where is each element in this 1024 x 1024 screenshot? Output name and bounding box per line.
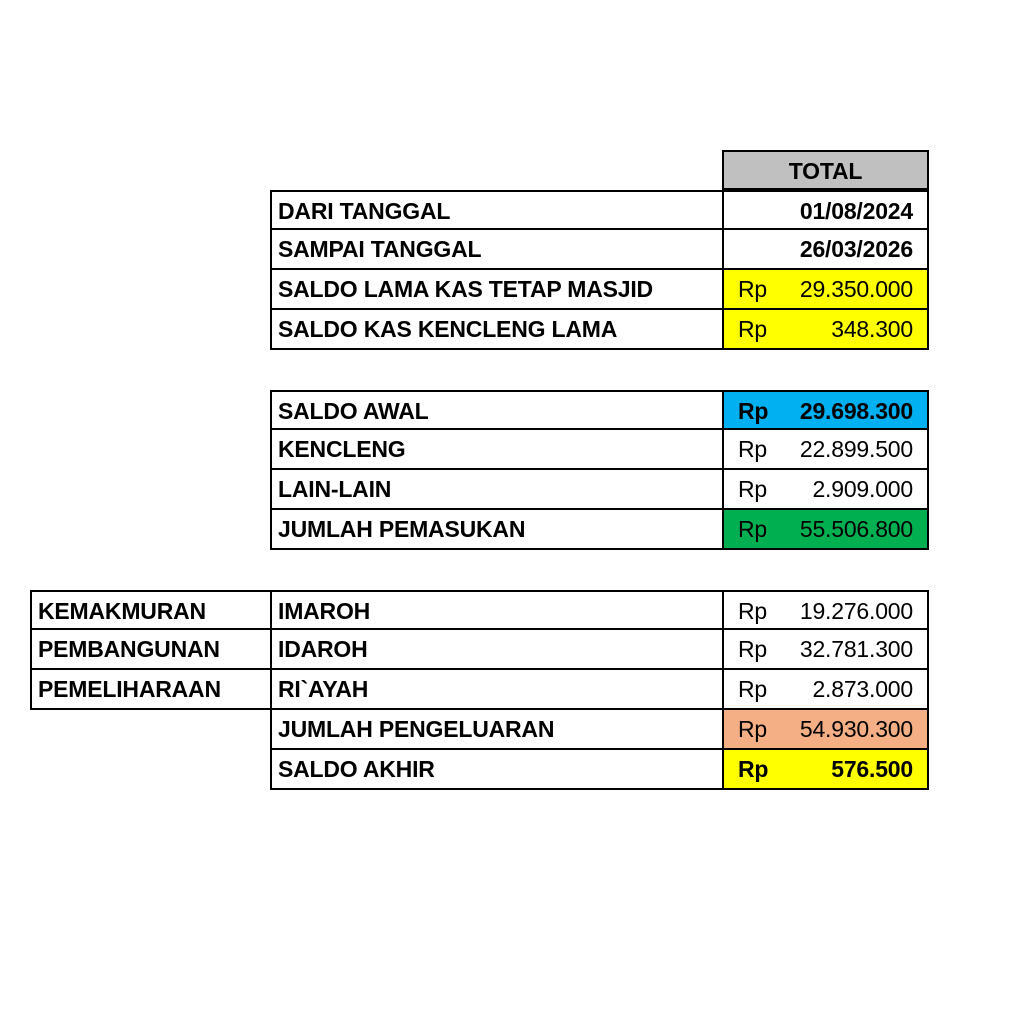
pemeliharaan-label: PEMELIHARAAN bbox=[30, 670, 272, 710]
saldo-kencleng-lama-value: 348.300 bbox=[831, 316, 913, 342]
jumlah-pengeluaran-cell bbox=[722, 710, 929, 750]
from-date-label: DARI TANGGAL bbox=[270, 190, 724, 230]
lain-lain-cell bbox=[722, 470, 929, 510]
saldo-akhir-value: 576.500 bbox=[831, 756, 913, 782]
jumlah-pemasukan-cell bbox=[722, 510, 929, 550]
kencleng-value: 22.899.500 bbox=[799, 436, 913, 462]
jumlah-pemasukan-value: 55.506.800 bbox=[799, 516, 913, 542]
saldo-akhir-cell bbox=[722, 750, 929, 790]
riayah-value: 2.873.000 bbox=[812, 676, 913, 702]
lain-lain-label: LAIN-LAIN bbox=[270, 470, 724, 510]
kencleng-label: KENCLENG bbox=[270, 430, 724, 470]
currency-label: Rp bbox=[738, 598, 768, 624]
currency-label: Rp bbox=[738, 716, 768, 742]
currency-label: Rp bbox=[738, 398, 769, 424]
saldo-awal-value: 29.698.300 bbox=[799, 398, 913, 424]
idaroh-value: 32.781.300 bbox=[799, 636, 913, 662]
saldo-kencleng-lama-cell bbox=[722, 310, 929, 350]
kencleng-cell bbox=[722, 430, 929, 470]
kemakmuran-label: KEMAKMURAN bbox=[30, 590, 272, 630]
imaroh-cell bbox=[722, 590, 929, 630]
jumlah-pemasukan-label: JUMLAH PEMASUKAN bbox=[270, 510, 724, 550]
currency-label: Rp bbox=[738, 316, 768, 342]
pembangunan-label: PEMBANGUNAN bbox=[30, 630, 272, 670]
riayah-cell bbox=[722, 670, 929, 710]
currency-label: Rp bbox=[738, 476, 768, 502]
currency-label: Rp bbox=[738, 756, 769, 782]
currency-label: Rp bbox=[738, 676, 768, 702]
jumlah-pengeluaran-value: 54.930.300 bbox=[799, 716, 913, 742]
from-date-value: 01/08/2024 bbox=[722, 190, 929, 230]
riayah-label: RI`AYAH bbox=[270, 670, 724, 710]
saldo-lama-kas-tetap-cell bbox=[722, 270, 929, 310]
currency-label: Rp bbox=[738, 436, 768, 462]
saldo-lama-kas-tetap-label: SALDO LAMA KAS TETAP MASJID bbox=[270, 270, 724, 310]
total-header: TOTAL bbox=[722, 150, 929, 190]
idaroh-label: IDAROH bbox=[270, 630, 724, 670]
saldo-awal-label: SALDO AWAL bbox=[270, 390, 724, 430]
currency-label: Rp bbox=[738, 516, 768, 542]
saldo-akhir-label: SALDO AKHIR bbox=[270, 750, 724, 790]
imaroh-label: IMAROH bbox=[270, 590, 724, 630]
to-date-label: SAMPAI TANGGAL bbox=[270, 230, 724, 270]
saldo-awal-cell bbox=[722, 390, 929, 430]
imaroh-value: 19.276.000 bbox=[799, 598, 913, 624]
jumlah-pengeluaran-label: JUMLAH PENGELUARAN bbox=[270, 710, 724, 750]
idaroh-cell bbox=[722, 630, 929, 670]
currency-label: Rp bbox=[738, 276, 768, 302]
lain-lain-value: 2.909.000 bbox=[812, 476, 913, 502]
saldo-lama-kas-tetap-value: 29.350.000 bbox=[799, 276, 913, 302]
currency-label: Rp bbox=[738, 636, 768, 662]
saldo-kencleng-lama-label: SALDO KAS KENCLENG LAMA bbox=[270, 310, 724, 350]
to-date-value: 26/03/2026 bbox=[722, 230, 929, 270]
